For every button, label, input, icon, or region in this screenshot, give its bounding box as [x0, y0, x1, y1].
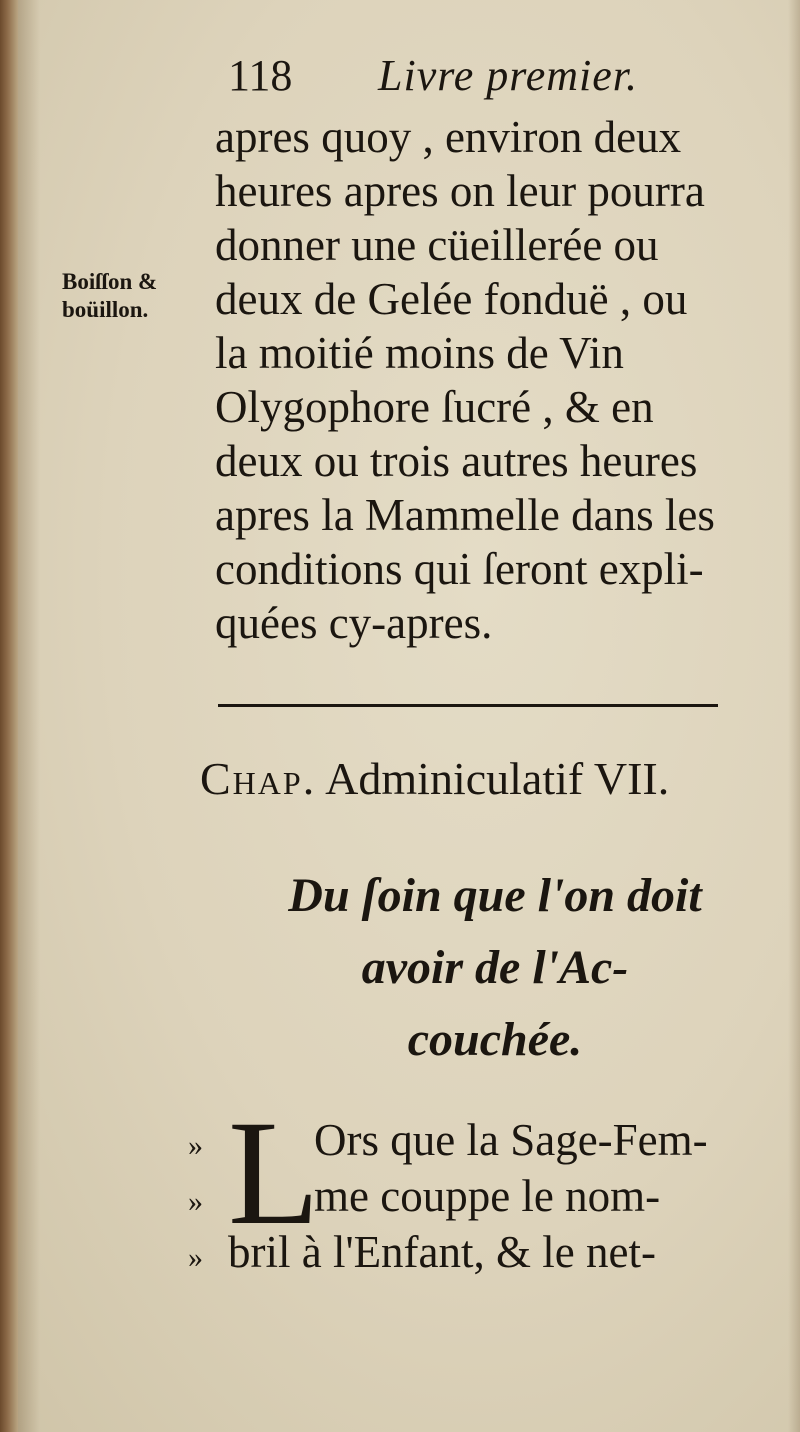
text-line: donner une cüeillerée ou	[215, 220, 659, 270]
text-line: Olygophore ſucré , & en	[215, 382, 654, 432]
paragraph-line: Ors que la Sage-Fem-	[314, 1115, 708, 1165]
text-line: la moitié moins de Vin	[215, 328, 624, 378]
text-line: deux de Gelée fonduë , ou	[215, 274, 688, 324]
text-line: apres la Mammelle dans les	[215, 490, 715, 540]
text-line: deux ou trois autres heures	[215, 436, 698, 486]
margin-note-line: boüillon.	[62, 297, 149, 322]
text-line: heures apres on leur pourra	[215, 166, 705, 216]
chapter-subtitle	[210, 860, 780, 1076]
running-title: Livre premier.	[378, 51, 639, 100]
chapter-heading	[200, 752, 780, 805]
quote-mark: »	[188, 1185, 203, 1218]
quotation-marks	[188, 1118, 218, 1286]
paragraph	[228, 1112, 768, 1280]
quote-mark: »	[188, 1129, 203, 1162]
subtitle-line: Du ſoin que l'on doit	[288, 869, 702, 922]
text-line: conditions qui ſeront expli-	[215, 544, 704, 594]
body-text	[215, 110, 790, 650]
drop-cap: L	[228, 1090, 320, 1256]
subtitle-line: avoir de l'Ac-	[361, 941, 629, 994]
margin-note-line: Boiſſon &	[62, 269, 158, 294]
paragraph-line: bril à l'Enfant, & le net-	[228, 1227, 656, 1277]
text-line: apres quoy , environ deux	[215, 112, 682, 162]
quote-mark: »	[188, 1241, 203, 1274]
page-header	[228, 50, 748, 110]
subtitle-line: couchée.	[407, 1013, 583, 1066]
margin-note	[62, 268, 212, 324]
chapter-label: Chap.	[200, 753, 317, 804]
paragraph-line: me couppe le nom-	[314, 1171, 661, 1221]
book-spine	[0, 0, 18, 1432]
spine-shadow	[18, 0, 40, 1432]
chapter-title: Adminiculatif VII.	[325, 753, 670, 804]
page-number: 118	[228, 51, 293, 100]
section-divider	[218, 704, 718, 707]
text-line: quées cy-apres.	[215, 598, 493, 648]
